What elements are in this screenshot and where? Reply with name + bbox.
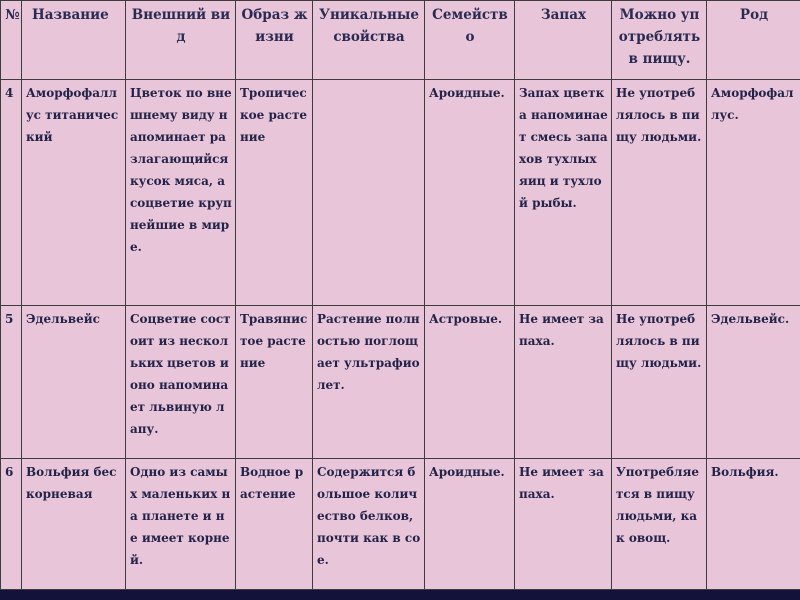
header-appearance: Внешний вид <box>126 1 236 80</box>
slide-bottom-band <box>0 590 800 600</box>
cell-lifestyle: Водное растение <box>236 459 313 590</box>
cell-smell: Не имеет запаха. <box>515 306 612 459</box>
table-row <box>1 306 800 459</box>
cell-num: 5 <box>1 306 22 459</box>
header-name: Название <box>22 1 126 80</box>
header-family: Семейство <box>425 1 515 80</box>
cell-num: 4 <box>1 80 22 306</box>
cell-genus: Вольфия. <box>707 459 800 590</box>
cell-lifestyle: Тропическое растение <box>236 80 313 306</box>
header-genus: Род <box>707 1 800 80</box>
cell-family: Ароидные. <box>425 80 515 306</box>
table-row <box>1 459 800 590</box>
header-unique: Уникальные свойства <box>313 1 425 80</box>
header-edible: Можно употреблять в пищу. <box>612 1 707 80</box>
cell-appearance: Цветок по внешнему виду напоминает разлагающийся кусок мяса, а соцветие крупнейшие в мире. <box>126 80 236 306</box>
header-num: № <box>1 1 22 80</box>
header-smell: Запах <box>515 1 612 80</box>
cell-genus: Аморфофаллус. <box>707 80 800 306</box>
cell-family: Астровые. <box>425 306 515 459</box>
cell-unique: Содержится большое количество белков, почти как в сое. <box>313 459 425 590</box>
cell-unique: Растение полностью поглощает ультрафиолет. <box>313 306 425 459</box>
header-lifestyle: Образ жизни <box>236 1 313 80</box>
cell-unique <box>313 80 425 306</box>
cell-appearance: Соцветие состоит из нескольких цветов и оно напоминает львиную лапу. <box>126 306 236 459</box>
cell-name: Вольфия бескорневая <box>22 459 126 590</box>
table-header-row <box>1 1 800 80</box>
cell-edible: Не употреблялось в пищу людьми. <box>612 80 707 306</box>
cell-smell: Запах цветка напоминает смесь запахов тухлых яиц и тухлой рыбы. <box>515 80 612 306</box>
cell-name: Аморфофаллус титанический <box>22 80 126 306</box>
cell-lifestyle: Травянистое растение <box>236 306 313 459</box>
cell-genus: Эдельвейс. <box>707 306 800 459</box>
cell-edible: Употребляется в пищу людьми, как овощ. <box>612 459 707 590</box>
cell-appearance: Одно из самых маленьких на планете и не имеет корней. <box>126 459 236 590</box>
table-row <box>1 80 800 306</box>
cell-smell: Не имеет запаха. <box>515 459 612 590</box>
cell-num: 6 <box>1 459 22 590</box>
cell-edible: Не употреблялось в пищу людьми. <box>612 306 707 459</box>
cell-name: Эдельвейс <box>22 306 126 459</box>
cell-family: Ароидные. <box>425 459 515 590</box>
